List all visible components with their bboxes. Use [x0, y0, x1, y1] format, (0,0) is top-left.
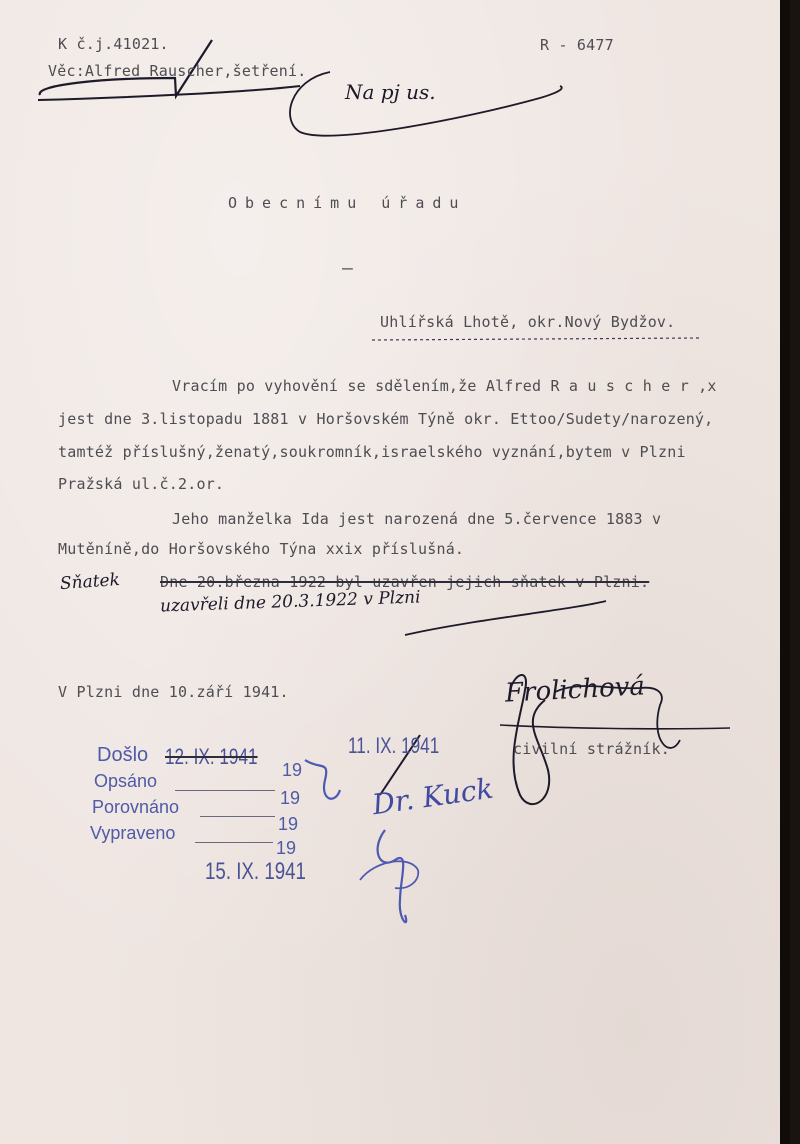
reference-number: K č.j.41021. — [58, 35, 169, 53]
addressee-place: Uhlířská Lhotě, okr.Nový Bydžov. — [380, 313, 676, 331]
stamp-check-scribble — [305, 760, 340, 799]
stamp-year-3: 19 — [278, 814, 299, 834]
stamp-year-4: 19 — [276, 838, 297, 858]
paragraph-2-line-2: Mutěníně,do Horšovského Týna xxix příslušná. — [58, 540, 465, 558]
paragraph-1-line-3: tamtéž příslušný,ženatý,soukromník,israelského vyznání,bytem v Plzni — [58, 443, 686, 461]
signer-title: civilní strážník. — [513, 740, 670, 758]
stamp-received-label: Došlo — [97, 744, 149, 766]
stamp-year-2: 19 — [280, 788, 301, 808]
subject-line: Věc:Alfred Rauscher,šetření. — [48, 62, 307, 80]
addressee-dash: – — [342, 258, 354, 279]
paragraph-1-line-4: Pražská ul.č.2.or. — [58, 475, 225, 493]
stamp-received-date: 12. IX. 1941 — [165, 744, 258, 769]
address-underline — [372, 338, 700, 340]
struck-marriage-sentence: Dne 20.března 1922 byl uzavřen jejich sňatek v Plzni. — [160, 573, 650, 591]
stamp-line-compared — [200, 816, 275, 817]
struck-paragraph-swoosh — [405, 601, 606, 635]
paragraph-1-line-1: Vracím po vyhovění se sdělením,že Alfred R a u s c h e r ,x — [172, 377, 717, 395]
stamp-initials-scribble — [378, 830, 407, 922]
paragraph-2-line-1: Jeho manželka Ida jest narozená dne 5.července 1883 v — [172, 510, 662, 528]
place-and-date: V Plzni dne 10.září 1941. — [58, 683, 289, 701]
handwritten-marriage-correction: uzavřeli dne 20.3.1922 v Plzni — [159, 587, 421, 617]
signature: Frolichová — [504, 671, 646, 709]
stamp-written-label: Opsáno — [94, 771, 158, 791]
addressee-office: Obecnímu úřadu — [228, 194, 467, 212]
stamp-initials-signature: Dr. Kuck — [370, 771, 496, 822]
handwritten-marriage-prefix: Sňatek — [59, 569, 121, 595]
paragraph-1-line-2: jest dne 3.listopadu 1881 v Horšovském Týně okr. Ettoo/Sudety/narozený, — [58, 410, 714, 428]
stamp-initial-loop — [360, 861, 418, 888]
handwritten-note: Na pj us. — [345, 80, 436, 104]
stamp-year-1: 19 — [282, 760, 303, 780]
stamp-line-sent — [195, 842, 273, 843]
stamp-date-bottom: 15. IX. 1941 — [205, 858, 306, 885]
stamp-compared-label: Porovnáno — [92, 797, 180, 817]
subject-underline-swoosh — [38, 86, 300, 100]
r-number: R - 6477 — [540, 36, 614, 54]
stamp-sent-label: Vypraveno — [90, 823, 176, 843]
stamp-line-written — [175, 790, 275, 791]
stamp-date-mid: 11. IX. 1941 — [348, 733, 440, 758]
dark-scan-edge — [780, 0, 790, 1144]
